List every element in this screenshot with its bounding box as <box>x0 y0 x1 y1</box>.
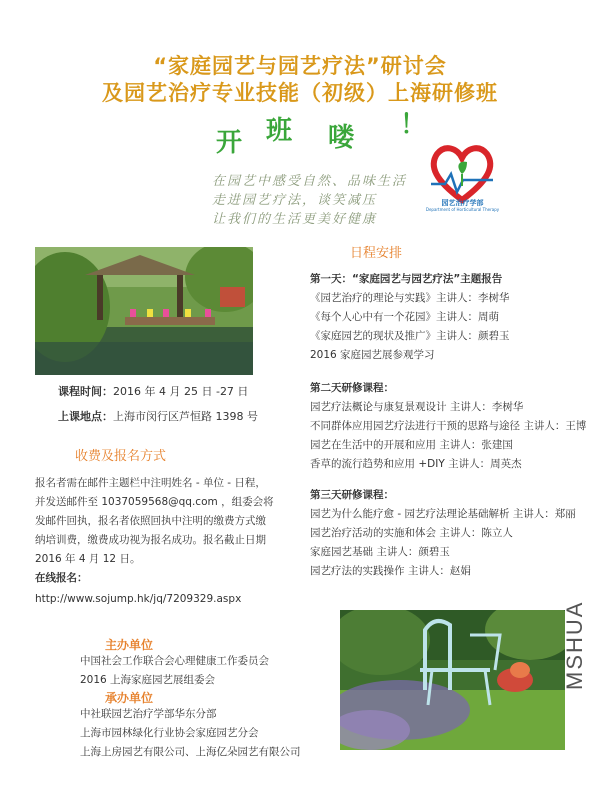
mshua-watermark: MSHUA <box>562 600 587 690</box>
logo-cn-text: 园艺治疗学部 <box>441 199 484 207</box>
host-list <box>80 652 269 690</box>
fees-heading: 收费及报名方式 <box>75 449 167 464</box>
logo-en-text: Department of Horticultural Therapy <box>425 207 500 212</box>
course-time-label: 课程时间： <box>58 385 113 398</box>
slogan-line-3: 让我们的生活更美好健康 <box>212 212 378 227</box>
online-registration-label: 在线报名： <box>35 572 88 584</box>
course-place-label: 上课地点： <box>58 410 113 423</box>
day3-item: 园艺为什么能疗愈 - 园艺疗法理论基础解析 主讲人：郑丽 <box>310 508 576 520</box>
schedule-day1 <box>310 270 590 365</box>
fees-line: 2016 年 4 月 12 日。 <box>35 553 141 565</box>
co-host-org: 中社联园艺治疗学部华东分部 <box>80 708 217 720</box>
host-org: 2016 上海家庭园艺展组委会 <box>80 674 216 686</box>
co-host-heading: 承办单位 <box>105 691 154 705</box>
day3-heading: 第三天研修课程： <box>310 489 394 501</box>
schedule-day2 <box>310 379 595 474</box>
co-host-org: 上海上房园艺有限公司、上海亿朵园艺有限公司 <box>80 746 301 758</box>
course-time <box>58 383 248 399</box>
title-line-2: 及园艺治疗专业技能（初级）上海研修班 <box>102 81 498 105</box>
garden-pavilion-photo <box>35 247 253 375</box>
day3-item: 园艺疗法的实践操作 主讲人：赵娟 <box>310 565 471 577</box>
fees-line: 报名者需在邮件主题栏中注明姓名 - 单位 - 日程， <box>35 477 266 489</box>
open-char-3: 喽 <box>328 123 355 153</box>
day3-item: 家庭园艺基础 主讲人：颜碧玉 <box>310 546 450 558</box>
day1-heading: 第一天：“家庭园艺与园艺疗法”主题报告 <box>310 273 503 285</box>
registration-url[interactable]: http://www.sojump.hk/jq/7209329.aspx <box>35 593 242 605</box>
open-char-4: ！ <box>400 110 427 140</box>
day1-item: 《每个人心中有一个花园》主讲人：周萌 <box>310 311 499 323</box>
schedule-heading: 日程安排 <box>350 246 403 261</box>
title-line-1: “家庭园艺与园艺疗法”研讨会 <box>153 54 447 78</box>
host-org: 中国社会工作联合会心理健康工作委员会 <box>80 655 269 667</box>
course-place <box>58 408 258 424</box>
co-host-list <box>80 705 301 762</box>
co-host-org: 上海市园林绿化行业协会家庭园艺分会 <box>80 727 259 739</box>
day2-item: 不同群体应用园艺疗法进行干预的思路与途径 主讲人：王博 <box>310 420 587 432</box>
day2-item: 园艺疗法概论与康复景观设计 主讲人：李树华 <box>310 401 524 413</box>
open-char-2: 班 <box>266 116 293 146</box>
course-time-value: 2016 年 4 月 25 日 -27 日 <box>113 385 249 398</box>
day1-item: 2016 家庭园艺展参观学习 <box>310 349 435 361</box>
garden-chair-photo <box>340 610 565 750</box>
schedule-day3 <box>310 486 595 581</box>
open-char-1: 开 <box>216 128 243 158</box>
fees-body <box>35 474 295 609</box>
day2-item: 园艺在生活中的开展和应用 主讲人：张建国 <box>310 439 513 451</box>
heart-logo <box>425 138 500 213</box>
slogan-line-2: 走进园艺疗法，谈笑减压 <box>212 193 378 208</box>
host-heading: 主办单位 <box>105 638 154 652</box>
fees-line: 发邮件回执，报名者依照回执中注明的缴费方式缴 <box>35 515 266 527</box>
day3-item: 园艺治疗活动的实施和体会 主讲人：陈立人 <box>310 527 513 539</box>
fees-line: 纳培训费，缴费成功视为报名成功。报名截止日期 <box>35 534 266 546</box>
day2-heading: 第二天研修课程： <box>310 382 394 394</box>
course-place-value: 上海市闵行区芦恒路 1398 号 <box>113 410 258 423</box>
fees-line: 并发送邮件至 1037059568@qq.com ，组委会将 <box>35 496 274 508</box>
day2-item: 香草的流行趋势和应用 +DIY 主讲人：周英杰 <box>310 458 522 470</box>
slogan-line-1: 在园艺中感受自然、品味生活 <box>212 174 408 189</box>
day1-item: 《家庭园艺的现状及推广》主讲人：颜碧玉 <box>310 330 510 342</box>
day1-item: 《园艺治疗的理论与实践》主讲人：李树华 <box>310 292 510 304</box>
